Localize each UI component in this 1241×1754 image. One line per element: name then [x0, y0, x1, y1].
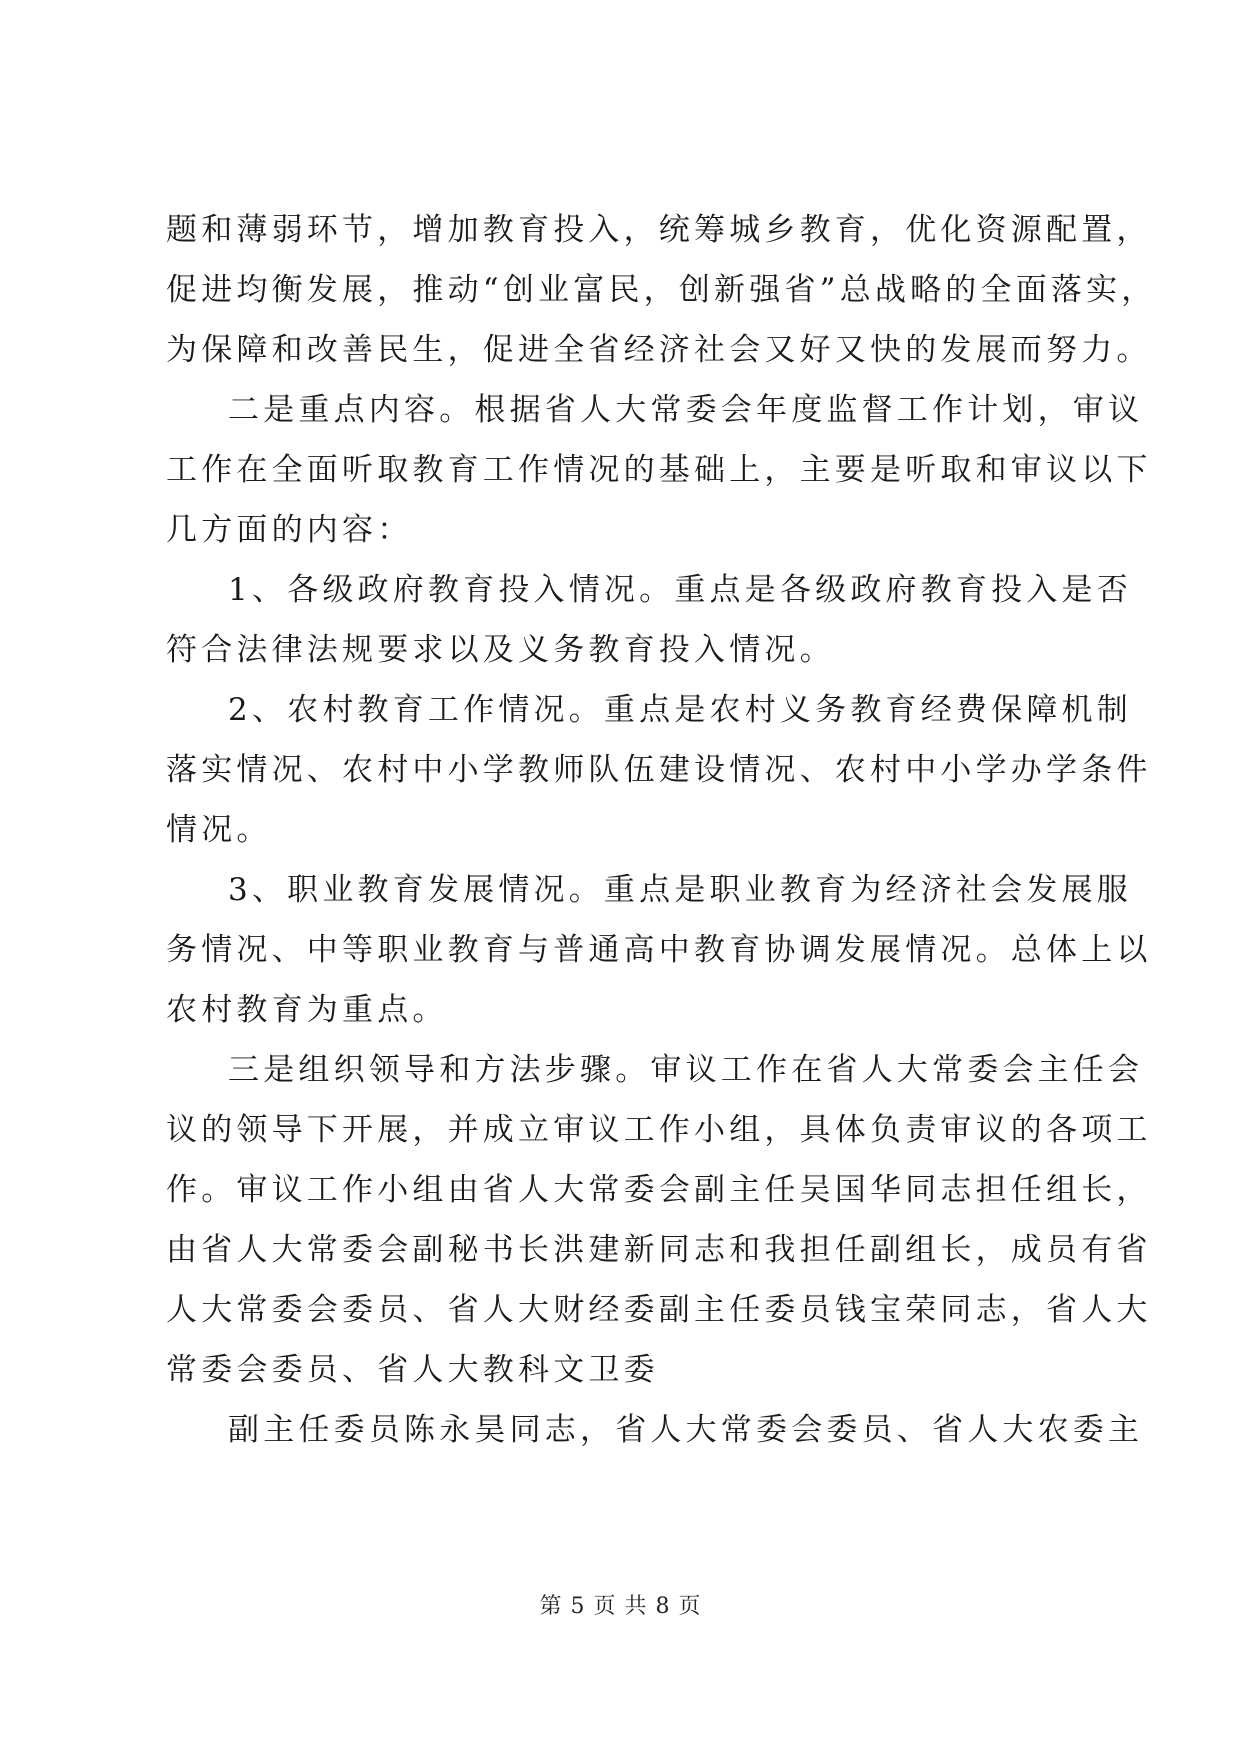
paragraph-first-line: 三是组织领导和方法步骤。审议工作在省人大常委会主任会 [228, 1052, 1144, 1088]
page-number-footer: 第 5 页 共 8 页 [539, 1594, 702, 1619]
paragraph-first-line: 2、农村教育工作情况。重点是农村义务教育经费保障机制 [228, 692, 1132, 728]
body-line: 促进均衡发展，推动“创业富民，创新强省”总战略的全面落实， [166, 272, 1157, 308]
body-line: 议的领导下开展，并成立审议工作小组，具体负责审议的各项工 [166, 1112, 1152, 1148]
paragraph-first-line: 二是重点内容。根据省人大常委会年度监督工作计划，审议 [228, 392, 1144, 428]
paragraph-first-line: 3、职业教育发展情况。重点是职业教育为经济社会发展服 [228, 872, 1132, 908]
body-line: 题和薄弱环节，增加教育投入，统筹城乡教育，优化资源配置， [166, 212, 1152, 248]
body-line: 常委会委员、省人大教科文卫委 [166, 1352, 659, 1388]
paragraph-first-line: 1、各级政府教育投入情况。重点是各级政府教育投入是否 [228, 572, 1132, 608]
body-line: 农村教育为重点。 [166, 992, 448, 1028]
body-line: 符合法律法规要求以及义务教育投入情况。 [166, 632, 835, 668]
body-line: 作。审议工作小组由省人大常委会副主任吴国华同志担任组长， [166, 1172, 1152, 1208]
paragraph-first-line: 副主任委员陈永昊同志，省人大常委会委员、省人大农委主 [228, 1412, 1144, 1448]
body-line: 由省人大常委会副秘书长洪建新同志和我担任副组长，成员有省 [166, 1232, 1152, 1268]
body-line: 为保障和改善民生，促进全省经济社会又好又快的发展而努力。 [166, 332, 1152, 368]
body-line: 工作在全面听取教育工作情况的基础上，主要是听取和审议以下 [166, 452, 1152, 488]
body-line: 务情况、中等职业教育与普通高中教育协调发展情况。总体上以 [166, 932, 1152, 968]
body-line: 几方面的内容： [166, 512, 413, 548]
body-line: 落实情况、农村中小学教师队伍建设情况、农村中小学办学条件 [166, 752, 1152, 788]
body-line: 人大常委会委员、省人大财经委副主任委员钱宝荣同志，省人大 [166, 1292, 1152, 1328]
body-line: 情况。 [166, 812, 272, 848]
